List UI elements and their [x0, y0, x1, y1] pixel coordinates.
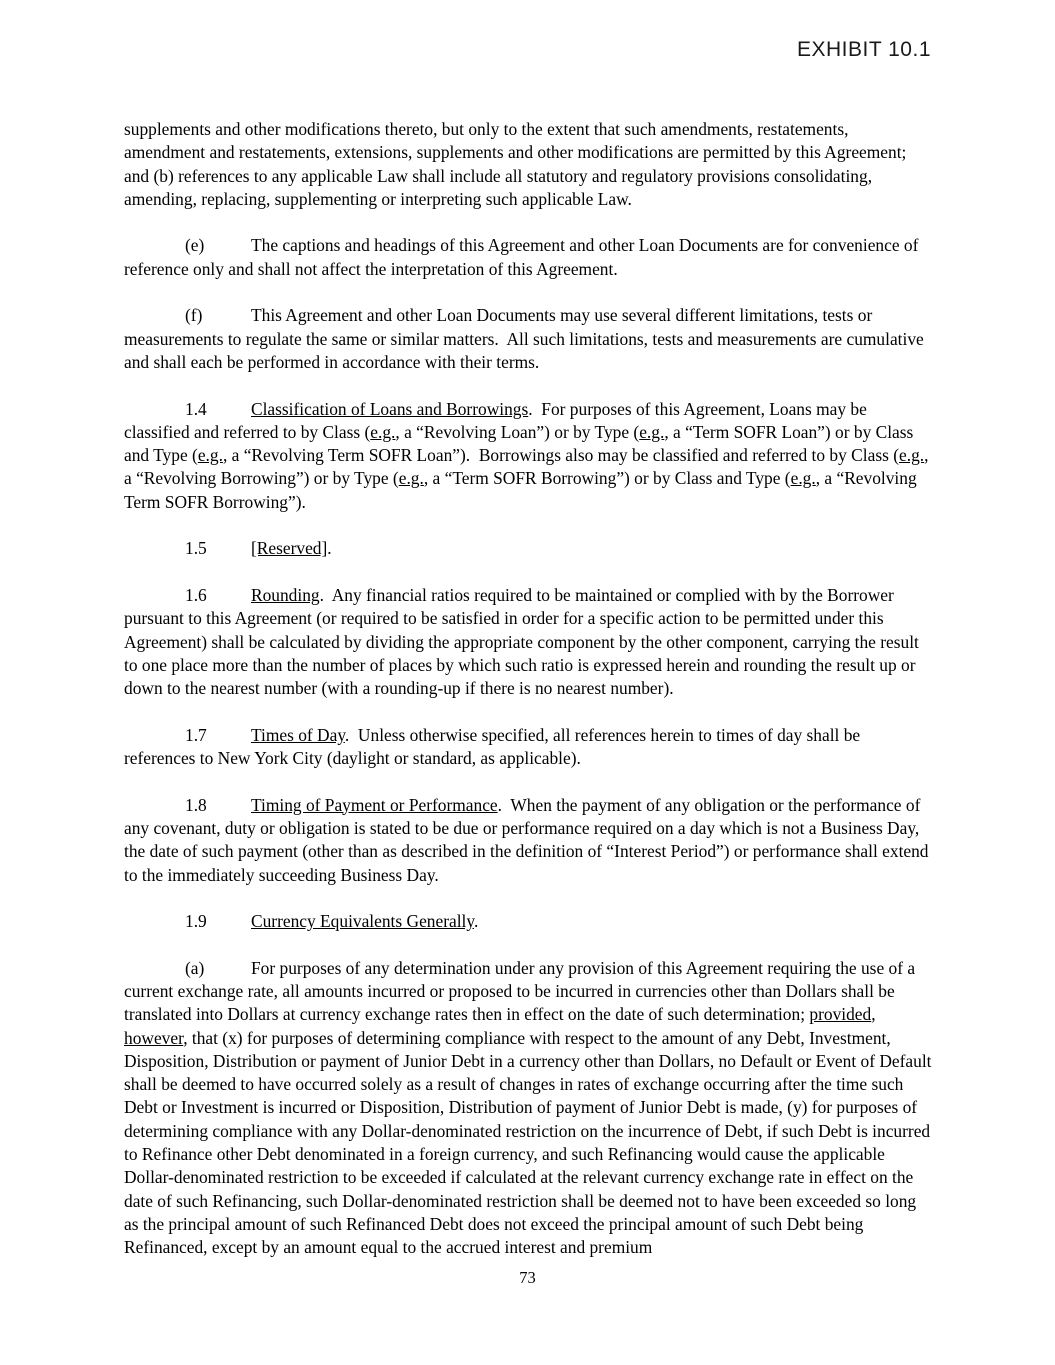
paragraph-subsection-e [124, 234, 932, 281]
underlined-text: e.g. [197, 445, 223, 466]
text-segment: . For purposes of this Agreement, Loans may be classified and referred to by Class ( [124, 398, 872, 442]
text-segment: 1.9 [185, 911, 207, 932]
text-segment: , a “Revolving Term SOFR Borrowing”). [124, 468, 921, 512]
underlined-text: e.g. [790, 468, 816, 489]
text-segment: This Agreement and other Loan Documents may use several different limitations, tests or measurements to regulate the same or similar matters. All such limitations, tests and measurements are cumulative and shall each be performed in accordance with their terms. [124, 305, 929, 372]
text-segment: , a “Revolving Term SOFR Loan”). Borrowings also may be classified and referred to by Class ( [222, 445, 899, 466]
text-segment: (a) [185, 957, 205, 978]
text-segment: 1.8 [185, 794, 207, 815]
text-segment: 1.7 [185, 724, 207, 745]
text-segment: 1.6 [185, 584, 207, 605]
underlined-text: e.g. [398, 468, 424, 489]
underlined-text: however [124, 1027, 184, 1048]
underlined-text: provided [809, 1004, 872, 1025]
text-segment: , a “Term SOFR Loan”) or by Class and Type ( [124, 421, 918, 466]
text-segment: , a “Term SOFR Borrowing”) or by Class and Type ( [423, 468, 791, 489]
text-segment: The captions and headings of this Agreement and other Loan Documents are for convenience of reference only and shall not affect the interpretation of this Agreement. [124, 235, 923, 279]
paragraph-section-1-8 [124, 794, 932, 887]
underlined-text: Timing of Payment or Performance [251, 794, 498, 815]
paragraph-continuation [124, 118, 932, 211]
text-segment: 1.4 [185, 398, 207, 419]
paragraph-section-1-7 [124, 724, 932, 771]
text-segment: supplements and other modifications thereto, but only to the extent that such amendments, restatements, amendment and restatements, extensions, supplements and other modifications are permitted by this Agreement; and (b) references to any applicable Law shall include all statutory and regulatory provisions consolidating, amending, replacing, supplementing or interpreting such applicable Law. [124, 119, 911, 209]
text-segment: . [473, 911, 479, 932]
text-segment: , [871, 1004, 880, 1025]
underlined-text: e.g. [639, 421, 665, 442]
underlined-text: e.g. [899, 445, 925, 466]
text-segment: For purposes of any determination under any provision of this Agreement requiring the use of a current exchange rate, all amounts incurred or proposed to be incurred in currencies other than Dollars shall be translated into Dollars at currency exchange rates then in effect on the date of such determination; [124, 957, 920, 1025]
document-body [124, 118, 936, 1283]
underlined-text: e.g. [370, 421, 396, 442]
paragraph-section-1-4 [124, 398, 932, 514]
text-segment: . [327, 538, 332, 559]
underlined-text: Classification of Loans and Borrowings [251, 398, 529, 419]
underlined-text: [Reserved] [251, 538, 328, 559]
paragraph-subsection-f [124, 304, 932, 374]
paragraph-section-1-5 [124, 537, 932, 560]
text-segment: (f) [185, 305, 203, 326]
text-segment: , a “Revolving Borrowing”) or by Type ( [124, 445, 933, 489]
text-segment: . Any financial ratios required to be maintained or complied with by the Borrower pursuant to this Agreement (or required to be satisfied in order for a specific action to be permitted under this Agreement) shall be calculated by dividing the appropriate component by the other component, carrying the result to one place more than the number of places by which such ratio is expressed herein and rounding the result up or down to the nearest number (with a rounding-up if there is no nearest number). [124, 584, 924, 699]
underlined-text: Currency Equivalents Generally [251, 911, 474, 932]
text-segment: (e) [185, 235, 205, 256]
text-segment: 1.5 [185, 538, 207, 559]
paragraph-section-1-9 [124, 910, 932, 933]
underlined-text: Rounding [251, 584, 320, 605]
exhibit-label: EXHIBIT 10.1 [796, 38, 931, 61]
text-segment: , that (x) for purposes of determining compliance with respect to the amount of any Debt, Investment, Disposition, Distribution or payment of Junior Debt in a currency other than Dollars, no Default or Event of Default shall be deemed to have occurred solely as a result of changes in rates of exchange occurring after the time such Debt or Investment is incurred or Disposition, Distribution of payment of Junior Debt is made, (y) for purposes of determining compliance with any Dollar-denominated restriction on the incurrence of Debt, if such Debt is incurred to Refinance other Debt denominated in a foreign currency, and such Refinancing would cause the applicable Dollar-denominated restriction to be exceeded if calculated at the relevant currency exchange rate in effect on the date of such Refinancing, such Dollar-denominated restriction shall be deemed not to have been exceeded so long as the principal amount of such Refinanced Debt does not exceed the principal amount of such Debt being Refinanced, except by an amount equal to the accrued interest and premium [124, 1027, 936, 1258]
underlined-text: Times of Day [251, 724, 345, 745]
text-segment: , a “Revolving Loan”) or by Type ( [395, 421, 640, 442]
paragraph-subsection-a [124, 957, 936, 1260]
page-number: 73 [519, 1268, 536, 1287]
text-segment: . Unless otherwise specified, all references herein to times of day shall be references to New York City (daylight or standard, as applicable). [124, 724, 865, 769]
paragraph-section-1-6 [124, 584, 932, 700]
text-segment: . When the payment of any obligation or the performance of any covenant, duty or obligation is stated to be due or performance required on a day which is not a Business Day, the date of such payment (other than as described in the definition of “Interest Period”) or performance shall extend to the immediately succeeding Business Day. [124, 794, 933, 885]
